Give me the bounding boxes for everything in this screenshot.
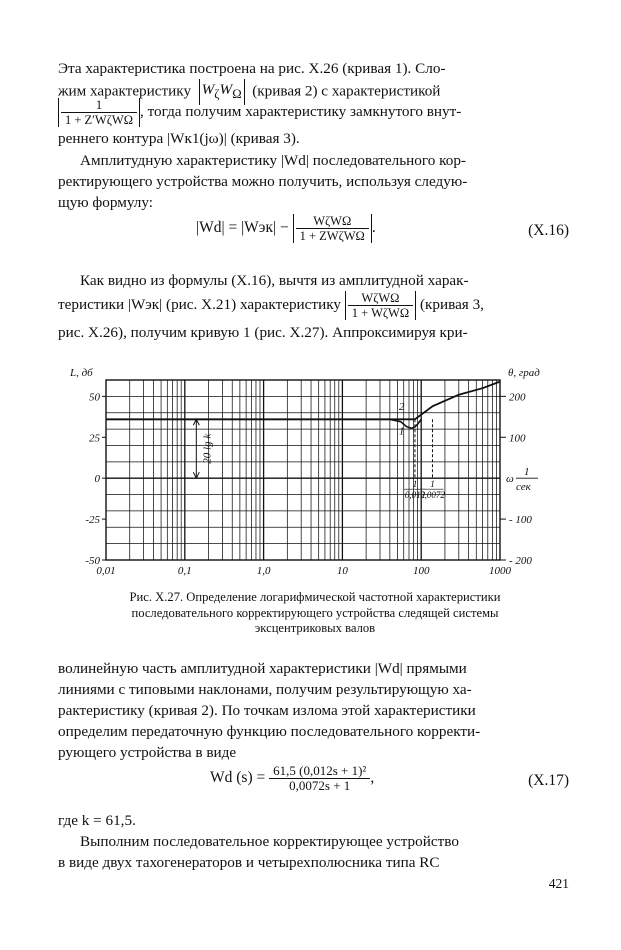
- fraction-denominator: 0,0072s + 1: [289, 778, 351, 793]
- text-span: где k = 61,5.: [58, 812, 136, 829]
- corner-frequency-denominator: 0,012: [404, 490, 426, 501]
- fraction-denominator: 1 + ZWζWΩ: [299, 229, 365, 243]
- fraction: [269, 764, 370, 793]
- y-right-tick-label: 200: [509, 391, 526, 404]
- text-span: Эта характеристика построена на рис. X.26 (кривая 1). Сло-: [58, 60, 446, 77]
- text-line: [58, 721, 568, 742]
- abs-fraction: [58, 98, 140, 127]
- text-line: [58, 291, 568, 320]
- abs-fraction: [345, 291, 416, 320]
- x-tick-label: 0,01: [96, 565, 116, 577]
- equation-x17: [210, 764, 374, 793]
- abs-fraction: [293, 214, 372, 243]
- text-span: рис. X.26), получим кривую 1 (рис. X.27). Аппроксимируя кри-: [58, 324, 468, 341]
- y-right-tick-label: - 100: [509, 514, 532, 527]
- equation-lhs: Wd (s) =: [210, 769, 266, 787]
- y-left-tick-label: -50: [85, 555, 100, 567]
- text-line: [58, 700, 568, 721]
- text-line: [58, 322, 568, 343]
- text-line: [58, 98, 568, 127]
- text-span: определим передаточную функцию последовательного корректи-: [58, 723, 481, 740]
- y-right-tick-label: - 200: [509, 555, 532, 567]
- fraction-numerator: WζWΩ: [348, 291, 413, 306]
- text-span: щую формулу:: [58, 194, 153, 211]
- equation-tail: ,: [370, 769, 375, 787]
- omega-label: ω: [506, 473, 514, 486]
- x-tick-label: 10: [336, 565, 348, 577]
- curve-label-1: 1: [398, 425, 405, 438]
- corner-frequency-numerator: 1: [412, 480, 418, 491]
- x-tick-label: 1000: [489, 565, 511, 577]
- equation-x16: |Wd| = |Wэк| − $\frac{\text{WζWΩ}}{\text{1 + ZWζWΩ}}$ .: [196, 214, 376, 243]
- equation-number: (X.17): [528, 772, 569, 789]
- amplitude-label: 20 lg k: [201, 433, 214, 464]
- text-span: в виде двух тахогенераторов и четырехполюсника типа RC: [58, 854, 440, 871]
- text-span: рактеристику (кривая 2). По точкам излома этой характеристики: [58, 702, 476, 719]
- figure-caption: [70, 590, 560, 637]
- x-tick-label: 1,0: [256, 565, 271, 577]
- text-line: [58, 852, 568, 873]
- chart-axis-labels: [69, 367, 540, 577]
- fraction: [348, 291, 413, 320]
- fraction: [61, 98, 137, 127]
- text-span: теристики |Wэк| (рис. X.21) характеристику: [58, 295, 341, 313]
- y-left-tick-label: 25: [89, 432, 100, 445]
- text-span: Амплитудную характеристику |Wd| последовательного кор-: [80, 152, 466, 169]
- curve-label-2: 2: [398, 401, 405, 414]
- text-span: (кривая 2) с характеристикой: [252, 82, 441, 100]
- omega-unit-numerator: 1: [524, 466, 530, 479]
- text-line: [58, 192, 568, 213]
- omega-unit-denominator: сек: [516, 481, 531, 494]
- plot-frame: [106, 380, 500, 560]
- y-left-tick-label: 0: [94, 473, 100, 486]
- text-line: [58, 128, 568, 149]
- x-tick-label: 0,1: [177, 565, 192, 577]
- caption-line: эксцентриковых валов: [254, 621, 376, 635]
- page-number: 421: [548, 876, 569, 891]
- series-curve-2: [106, 382, 500, 420]
- text-span: рующего устройства в виде: [58, 744, 237, 761]
- fraction-denominator: 1 + WζWΩ: [351, 306, 410, 320]
- text-line: [58, 150, 568, 171]
- text-line: [58, 58, 568, 79]
- figure-x27-chart: [0, 358, 621, 588]
- text-line: [58, 270, 568, 291]
- fraction-denominator: 1 + Z′WζWΩ: [65, 113, 133, 127]
- fraction-numerator: WζWΩ: [296, 214, 369, 229]
- y-right-tick-label: 100: [509, 432, 526, 445]
- caption-line: последовательного корректирующего устройства следящей системы: [131, 605, 499, 620]
- text-line: [58, 810, 568, 831]
- text-span: , тогда получим характеристику замкнутого внут-: [139, 102, 462, 120]
- y-right-axis-label: θ, град: [508, 367, 540, 379]
- chart-grid: [102, 380, 506, 560]
- text-span: линиями с типовыми наклонами, получим результирующую ха-: [58, 681, 472, 698]
- fraction-numerator: 61,5 (0,012s + 1)²: [269, 764, 370, 779]
- text-span: Как видно из формулы (X.16), вычтя из амплитудной харак-: [80, 272, 469, 289]
- y-left-tick-label: -25: [85, 514, 100, 527]
- text-span: (кривая 3,: [419, 295, 484, 313]
- fraction: [296, 214, 369, 243]
- text-span: волинейную часть амплитудной характеристики |Wd| прямыми: [58, 660, 467, 677]
- abs-w-product: $W_\zeta W_\Omega$: [199, 79, 245, 105]
- equation-lhs: |Wd| = |Wэк| −: [196, 219, 289, 237]
- corner-frequency-numerator: 1: [430, 480, 435, 491]
- corner-frequency-denominator: 0,0072: [420, 490, 445, 501]
- text-line: [58, 831, 568, 852]
- text-line: [58, 679, 568, 700]
- text-span: Выполним последовательное корректирующее устройство: [80, 833, 459, 850]
- equation-number: (X.16): [528, 222, 569, 239]
- caption-line: Рис. X.27. Определение логарифмической частотной характеристики: [129, 590, 501, 604]
- fraction-numerator: 1: [61, 98, 137, 113]
- text-line: [58, 742, 568, 763]
- y-left-axis-label: L, дб: [70, 367, 93, 379]
- text-span: жим характеристику: [58, 82, 192, 100]
- text-line: [58, 658, 568, 679]
- x-tick-label: 100: [412, 565, 430, 577]
- text-span: реннего контура |Wк1(jω)| (кривая 3).: [58, 130, 300, 147]
- text-span: ректирующего устройства можно получить, используя следую-: [58, 173, 468, 190]
- text-line: [58, 171, 568, 192]
- y-left-tick-label: 50: [89, 391, 100, 404]
